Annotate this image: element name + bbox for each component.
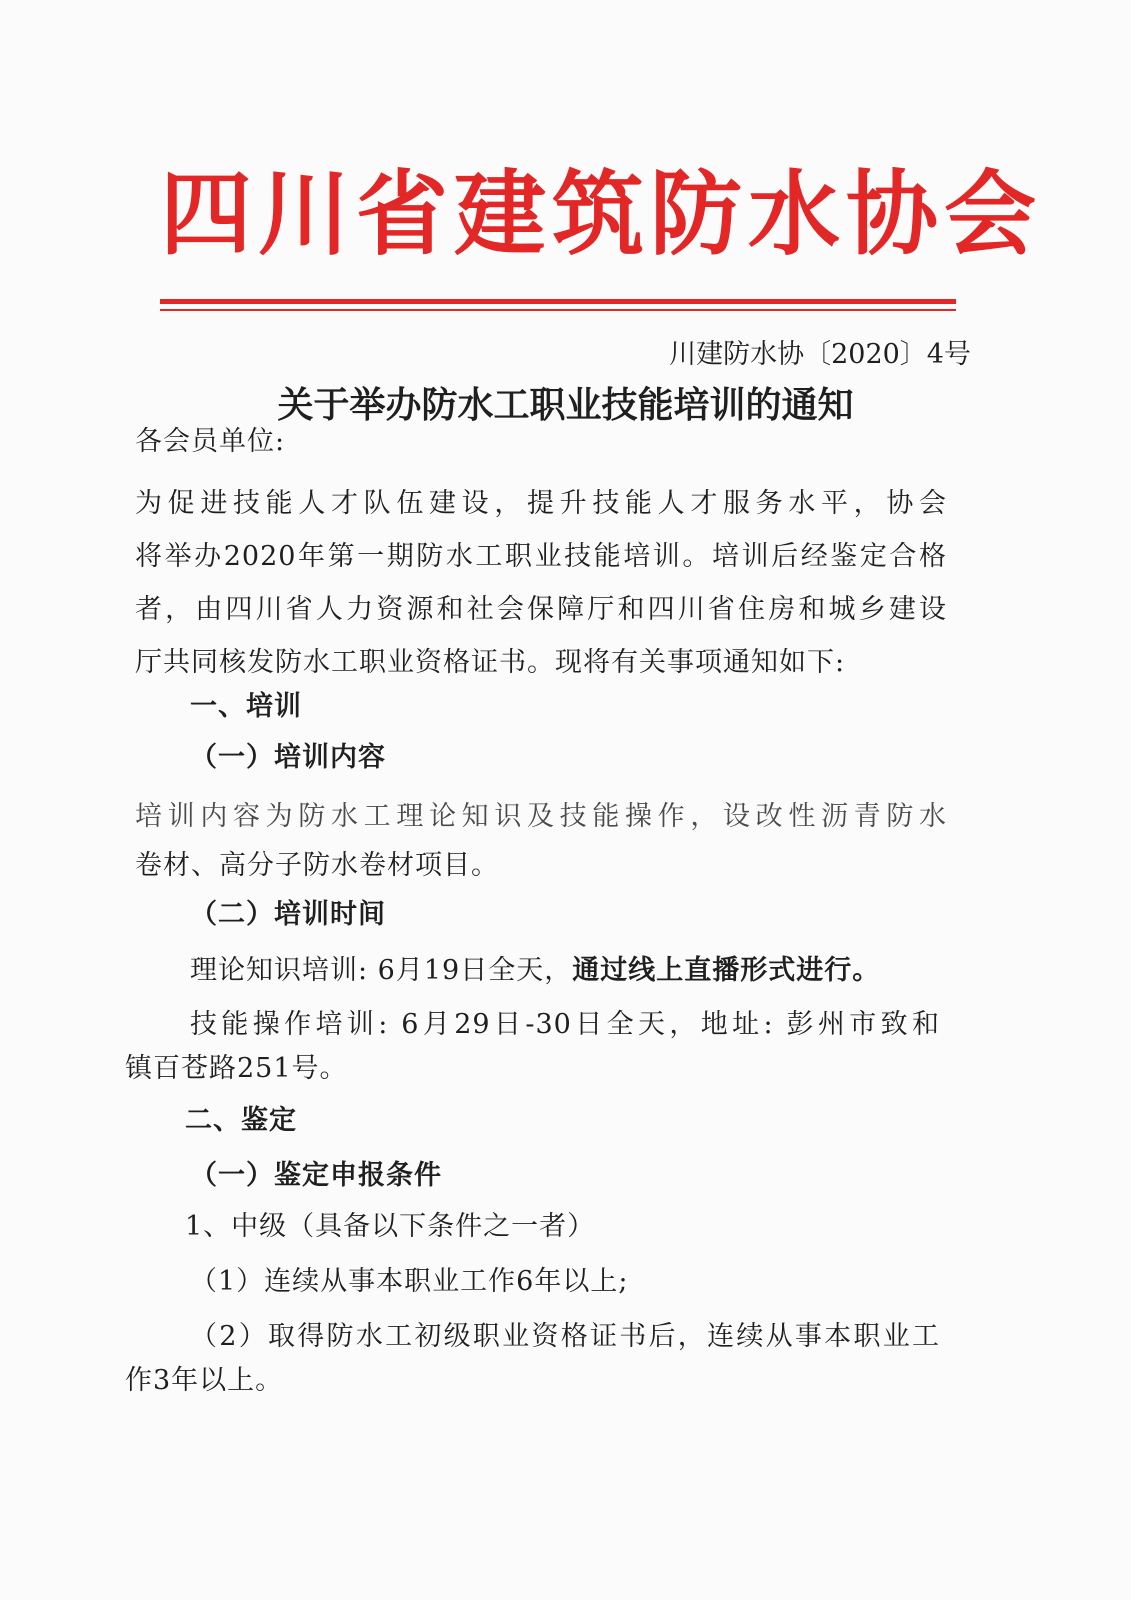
subsection-heading-training-time: （二）培训时间 — [190, 899, 386, 930]
intro-paragraph-line: 者，由四川省人力资源和社会保障厅和四川省住房和城乡建设 — [135, 594, 947, 625]
letterhead-red-rule-thick — [160, 299, 956, 304]
condition-item-2-line: （2）取得防水工初级职业资格证书后，连续从事本职业工 — [190, 1321, 940, 1352]
condition-item-2-line: 作3年以上。 — [125, 1365, 284, 1396]
intro-paragraph-line: 将举办2020年第一期防水工职业技能培训。培训后经鉴定合格 — [135, 541, 947, 572]
letterhead-organization-name: 四川省建筑防水协会 — [160, 161, 1043, 268]
document-title: 关于举办防水工职业技能培训的通知 — [277, 384, 854, 426]
skills-training-line: 镇百苍路251号。 — [125, 1053, 348, 1084]
training-content-line: 培训内容为防水工理论知识及技能操作，设改性沥青防水 — [135, 801, 947, 832]
theory-training-online-note: 通过线上直播形式进行。 — [572, 955, 881, 986]
subsection-heading-training-content: （一）培训内容 — [190, 742, 386, 773]
intro-paragraph-line: 厅共同核发防水工职业资格证书。现将有关事项通知如下: — [135, 647, 846, 678]
section-heading-training: 一、培训 — [190, 691, 302, 722]
theory-training-text: 理论知识培训: 6月19日全天， — [190, 955, 573, 986]
theory-training-line — [190, 954, 880, 988]
section-heading-appraisal: 二、鉴定 — [185, 1105, 297, 1136]
condition-item-intermediate: 1、中级（具备以下条件之一者） — [185, 1211, 596, 1242]
subsection-heading-appraisal-conditions: （一）鉴定申报条件 — [190, 1160, 442, 1191]
intro-paragraph-line: 为促进技能人才队伍建设，提升技能人才服务水平，协会 — [135, 488, 947, 519]
salutation: 各会员单位: — [135, 426, 286, 457]
training-content-line: 卷材、高分子防水卷材项目。 — [135, 850, 499, 881]
condition-item-1: （1）连续从事本职业工作6年以上; — [190, 1266, 629, 1297]
letterhead-red-rule-thin — [160, 309, 956, 311]
skills-training-line: 技能操作培训: 6月29日-30日全天，地址: 彭州市致和 — [190, 1009, 940, 1040]
document-number: 川建防水协〔2020〕4号 — [669, 339, 971, 370]
